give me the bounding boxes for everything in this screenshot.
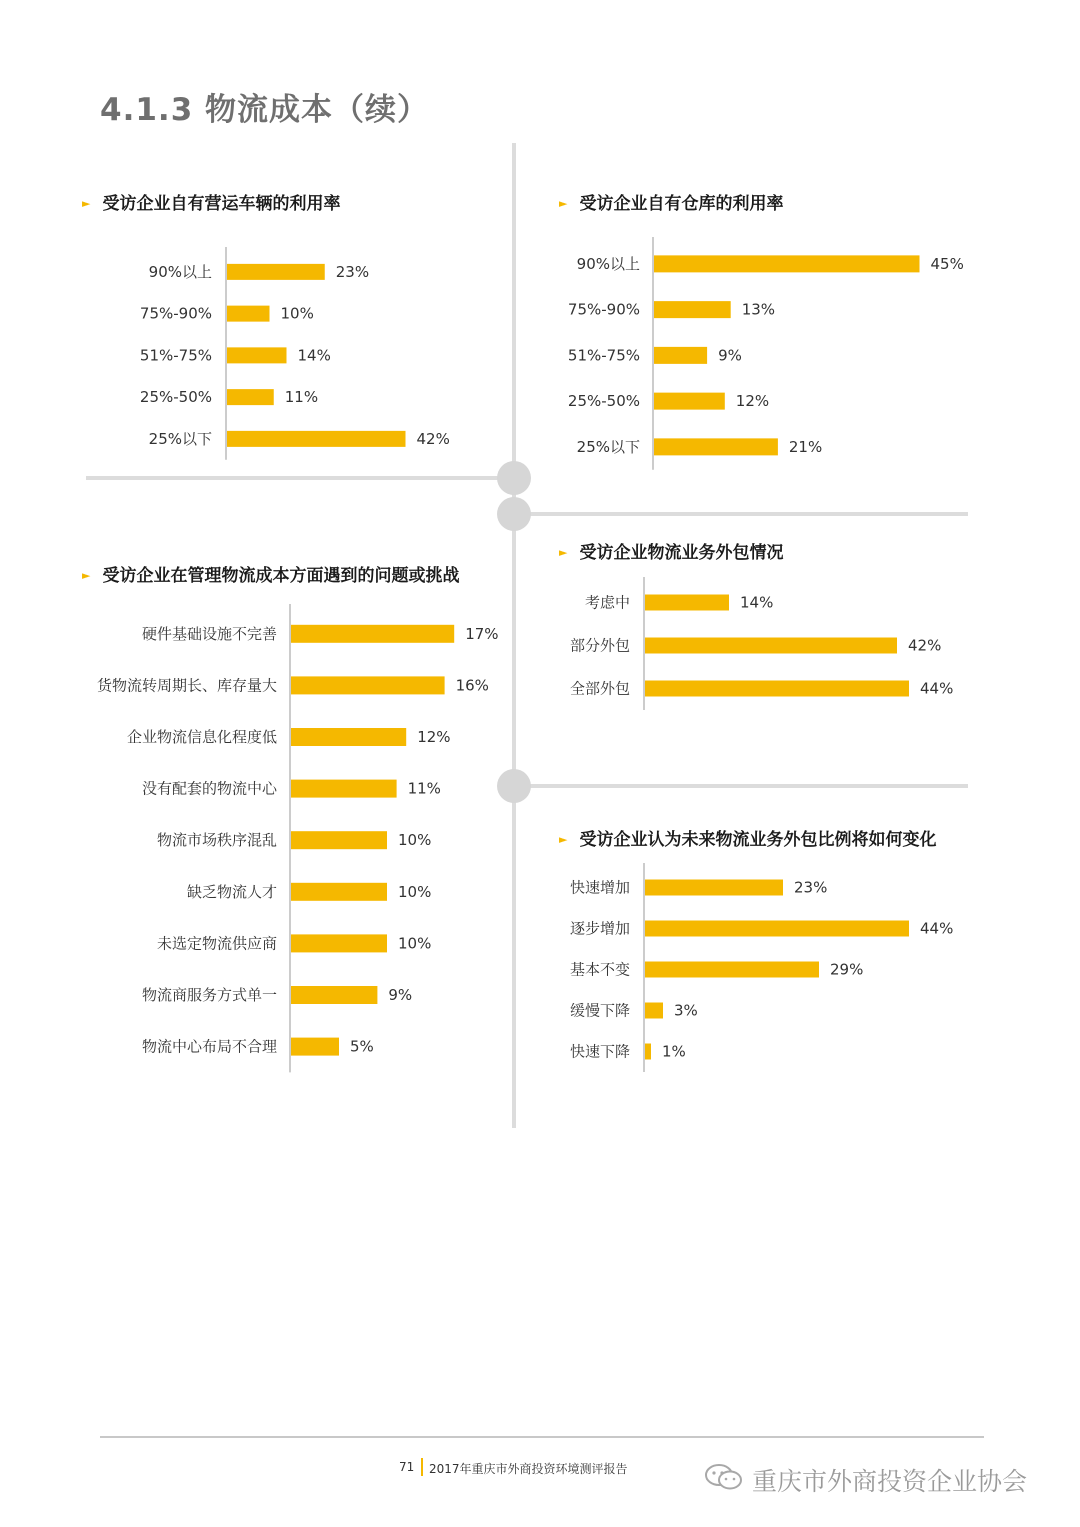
category-label: 25%-50% [567, 392, 640, 411]
data-label: 12% [735, 392, 770, 411]
category-label: 90%以上 [576, 254, 640, 273]
bar [645, 921, 909, 937]
triangle-bullet-icon: ► [559, 546, 568, 559]
category-label: 物流中心布局不合理 [141, 1037, 277, 1056]
data-label: 17% [465, 624, 499, 643]
category-label: 75%-90% [567, 300, 640, 319]
category-label: 25%-50% [139, 388, 212, 407]
category-label: 25%以下 [576, 437, 640, 456]
data-label: 44% [920, 679, 954, 698]
watermark-text: 重庆市外商投资企业协会 [752, 1467, 1028, 1496]
category-label: 基本不变 [569, 960, 630, 979]
chart-title-warehouse: ► 受访企业自有仓库的利用率 [559, 194, 784, 214]
data-label: 11% [407, 779, 441, 798]
page-title: 4.1.3 物流成本（续） [100, 92, 430, 128]
category-label: 物流商服务方式单一 [141, 986, 277, 1004]
data-label: 9% [388, 986, 413, 1004]
category-label: 货物流转周期长、库存量大 [96, 676, 277, 695]
category-label: 全部外包 [569, 679, 630, 698]
bar [645, 1003, 663, 1019]
data-label: 44% [920, 919, 954, 938]
data-label: 12% [417, 728, 451, 746]
data-label: 10% [398, 934, 432, 953]
data-label: 10% [398, 882, 432, 901]
triangle-bullet-icon: ► [82, 197, 91, 210]
data-label: 29% [830, 960, 864, 979]
category-label: 考虑中 [584, 593, 630, 612]
data-label: 5% [350, 1037, 374, 1056]
category-label: 25%以下 [148, 429, 212, 448]
data-label: 14% [740, 593, 774, 612]
category-label: 物流市场秩序混乱 [156, 831, 277, 850]
data-label: 11% [284, 388, 319, 407]
chart-title-outsourcing: ► 受访企业物流业务外包情况 [559, 543, 784, 563]
triangle-bullet-icon: ► [559, 197, 568, 210]
category-label: 部分外包 [569, 636, 630, 655]
category-label: 快速增加 [569, 878, 630, 897]
category-label: 90%以上 [148, 262, 212, 281]
category-label: 企业物流信息化程度低 [126, 728, 277, 746]
data-label: 14% [297, 346, 331, 365]
data-label: 42% [416, 429, 450, 448]
category-label: 快速下降 [569, 1042, 630, 1061]
category-label: 未选定物流供应商 [156, 934, 277, 953]
data-label: 10% [280, 304, 314, 323]
page-number: 71 [399, 1460, 415, 1474]
data-label: 9% [718, 346, 742, 365]
bar [645, 1044, 651, 1060]
footer-rule [100, 1436, 984, 1438]
data-label: 10% [398, 831, 432, 850]
data-label: 23% [794, 878, 828, 897]
data-label: 1% [662, 1042, 686, 1061]
data-label: 23% [335, 262, 370, 281]
category-label: 缺乏物流人才 [186, 882, 277, 901]
chart-title-challenges: ► 受访企业在管理物流成本方面遇到的问题或挑战 [82, 566, 460, 586]
data-label: 13% [741, 300, 776, 319]
report-name: 2017年重庆市外商投资环境测评报告 [429, 1462, 628, 1476]
chart-title-future: ► 受访企业认为未来物流业务外包比例将如何变化 [559, 830, 937, 850]
wechat-icon [704, 1463, 744, 1491]
data-label: 3% [674, 1001, 698, 1020]
bar [645, 962, 819, 978]
footer-separator [421, 1458, 423, 1476]
category-label: 逐步增加 [569, 919, 630, 938]
category-label: 缓慢下降 [569, 1001, 630, 1020]
triangle-bullet-icon: ► [559, 833, 568, 846]
category-label: 75%-90% [139, 304, 212, 323]
data-label: 45% [930, 254, 964, 273]
data-label: 16% [455, 676, 489, 695]
data-label: 42% [908, 636, 942, 655]
data-label: 21% [788, 437, 823, 456]
triangle-bullet-icon: ► [82, 569, 91, 582]
category-label: 没有配套的物流中心 [141, 779, 277, 798]
category-label: 硬件基础设施不完善 [141, 624, 277, 643]
bar [645, 880, 783, 896]
chart-title-vehicles: ► 受访企业自有营运车辆的利用率 [82, 194, 341, 214]
category-label: 51%-75% [139, 346, 212, 365]
category-label: 51%-75% [567, 346, 640, 365]
